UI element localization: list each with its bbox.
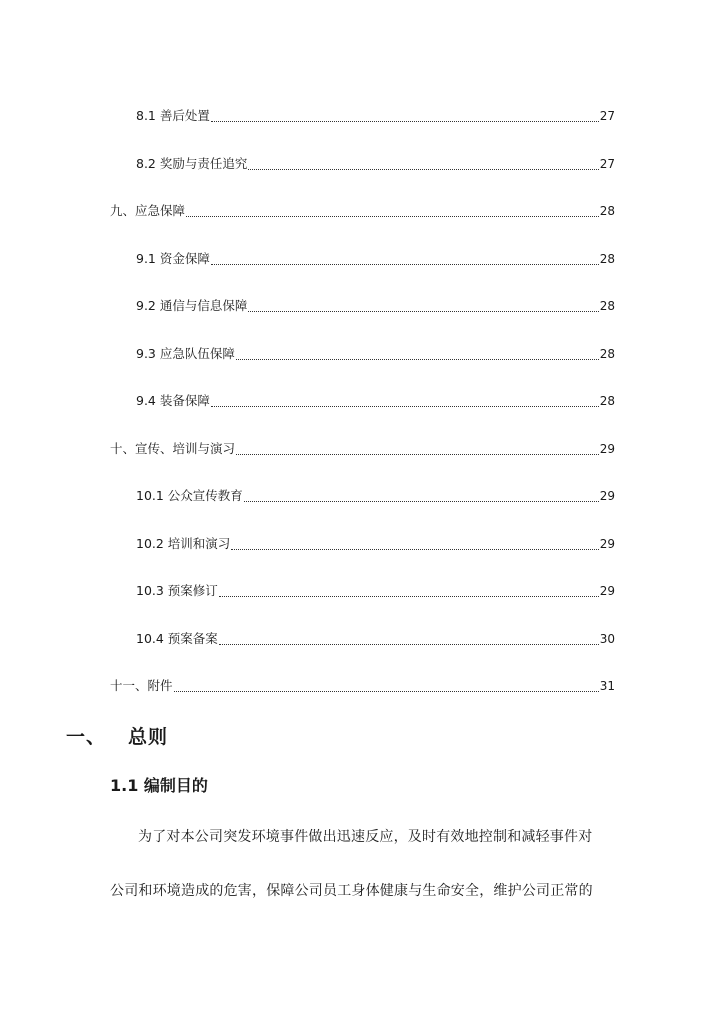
toc-dot-leader bbox=[219, 627, 599, 651]
toc-dot-leader bbox=[236, 437, 599, 461]
toc-entry-page-number: 27 bbox=[599, 156, 615, 171]
toc-entry-page-number: 30 bbox=[599, 631, 615, 646]
toc-dot-leader bbox=[186, 199, 599, 223]
toc-dot-leader bbox=[211, 247, 599, 271]
toc-entry-page-number: 29 bbox=[599, 489, 615, 503]
body-paragraph-line-1: 为了对本公司突发环境事件做出迅速反应，及时有效地控制和减轻事件对 bbox=[138, 829, 593, 845]
toc-entry-page-number: 28 bbox=[599, 346, 615, 361]
toc-entry-page-number: 29 bbox=[599, 584, 615, 598]
toc-entry[interactable] bbox=[110, 674, 615, 698]
body-paragraph-line-2: 公司和环境造成的危害，保障公司员工身体健康与生命安全，维护公司正常的 bbox=[110, 883, 593, 899]
toc-dot-leader bbox=[244, 484, 599, 508]
toc-dot-leader bbox=[219, 579, 599, 603]
toc-dot-leader bbox=[248, 294, 598, 318]
toc-entry[interactable] bbox=[136, 484, 615, 508]
toc-entry[interactable] bbox=[110, 199, 615, 223]
toc-entry-page-number: 29 bbox=[599, 536, 615, 551]
toc-entry-title: 十一、附件 bbox=[110, 678, 173, 693]
toc-dot-leader bbox=[211, 104, 599, 128]
toc-entry[interactable] bbox=[136, 294, 615, 318]
toc-entry-title: 10.1 公众宣传教育 bbox=[136, 488, 243, 503]
toc-dot-leader bbox=[248, 152, 598, 176]
toc-entry-title: 8.2 奖励与责任追究 bbox=[136, 155, 248, 171]
toc-entry-title: 十、宣传、培训与演习 bbox=[110, 440, 236, 456]
toc-entry-title: 10.3 预案修订 bbox=[136, 583, 218, 598]
toc-entry[interactable] bbox=[136, 389, 615, 413]
toc-entry[interactable] bbox=[136, 104, 615, 128]
toc-entry-page-number: 31 bbox=[599, 679, 615, 693]
toc-entry-title: 10.4 预案备案 bbox=[136, 630, 218, 646]
toc-entry[interactable] bbox=[136, 579, 615, 603]
toc-entry[interactable] bbox=[136, 152, 615, 176]
toc-dot-leader bbox=[236, 342, 599, 366]
toc-dot-leader bbox=[211, 389, 599, 413]
toc-entry-title: 九、应急保障 bbox=[110, 203, 186, 218]
toc-entry[interactable] bbox=[136, 342, 615, 366]
section-number: 一、 bbox=[66, 726, 107, 748]
toc-entry[interactable] bbox=[136, 627, 615, 651]
toc-entry-page-number: 28 bbox=[599, 204, 615, 218]
toc-entry-title: 9.1 资金保障 bbox=[136, 250, 210, 266]
toc-entry-title: 8.1 善后处置 bbox=[136, 108, 210, 123]
toc-entry-title: 9.3 应急队伍保障 bbox=[136, 345, 235, 361]
toc-entry-title: 10.2 培训和演习 bbox=[136, 535, 231, 551]
toc-entry-title: 9.2 通信与信息保障 bbox=[136, 298, 248, 313]
toc-entry-page-number: 28 bbox=[599, 251, 615, 266]
toc-entry[interactable] bbox=[136, 532, 615, 556]
toc-dot-leader bbox=[231, 532, 598, 556]
toc-entry-page-number: 28 bbox=[599, 299, 615, 313]
toc-dot-leader bbox=[174, 674, 599, 698]
toc-entry-title: 9.4 装备保障 bbox=[136, 393, 210, 408]
subsection-heading: 1.1 编制目的 bbox=[110, 776, 208, 795]
toc-entry-page-number: 27 bbox=[599, 109, 615, 123]
toc-entry-page-number: 28 bbox=[599, 394, 615, 408]
toc-entry[interactable] bbox=[110, 437, 615, 461]
toc-entry-page-number: 29 bbox=[599, 441, 615, 456]
section-title: 总则 bbox=[128, 726, 169, 748]
section-heading bbox=[66, 722, 168, 749]
toc-entry[interactable] bbox=[136, 247, 615, 271]
